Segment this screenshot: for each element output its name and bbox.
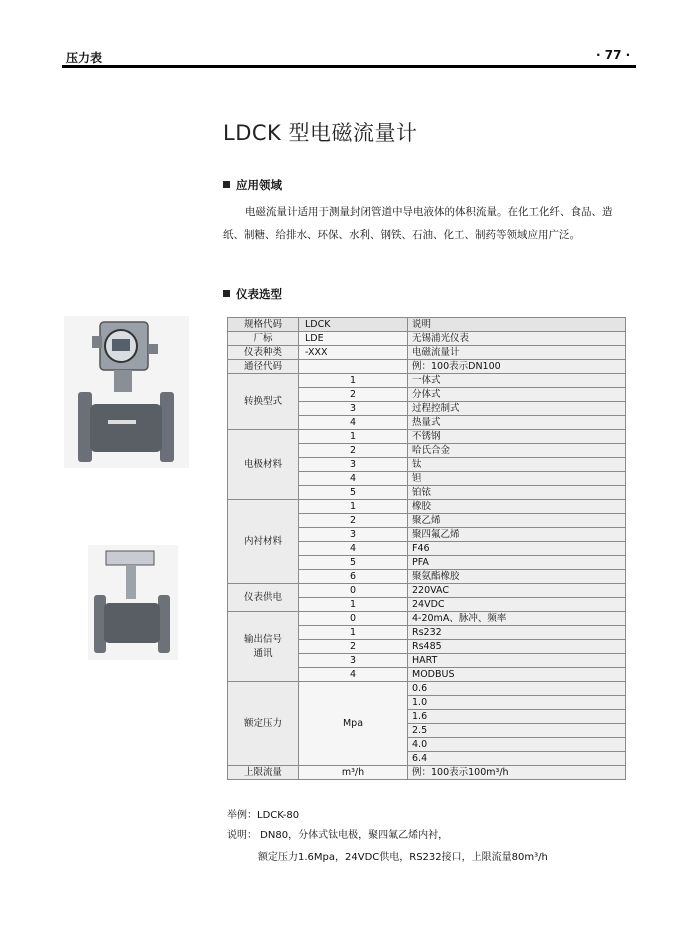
application-heading	[223, 177, 282, 193]
row-description: 无锡浦光仪表	[408, 332, 626, 346]
option-description: 钽	[408, 472, 626, 486]
flowmeter-split-photo	[88, 545, 178, 660]
option-code: 3	[299, 654, 408, 668]
option-description: 聚氨酯橡胶	[408, 570, 626, 584]
max-flow-unit: m³/h	[299, 766, 408, 780]
pressure-value: 2.5	[408, 724, 626, 738]
max-flow-description: 例：100表示100m³/h	[408, 766, 626, 780]
option-code: 1	[299, 500, 408, 514]
row-description: 说明	[408, 318, 626, 332]
pressure-value: 6.4	[408, 752, 626, 766]
table-row	[228, 584, 626, 598]
table-row	[228, 374, 626, 388]
table-row	[228, 360, 626, 374]
option-description: PFA	[408, 556, 626, 570]
option-code: 1	[299, 598, 408, 612]
pressure-value: 0.6	[408, 682, 626, 696]
option-code: 6	[299, 570, 408, 584]
group-label-part: 仪表供电	[243, 591, 282, 603]
option-code: 4	[299, 416, 408, 430]
option-code: 2	[299, 444, 408, 458]
pressure-label: 额定压力	[228, 682, 299, 766]
option-description: F46	[408, 542, 626, 556]
option-description: 热量式	[408, 416, 626, 430]
option-description: 铂铱	[408, 486, 626, 500]
application-paragraph: 电磁流量计适用于测量封闭管道中导电液体的体积流量。在化工化纤、食品、造纸、制糖、给排水、环保、水利、钢铁、石油、化工、制药等领域应用广泛。	[223, 206, 613, 241]
option-code: 3	[299, 402, 408, 416]
group-label	[228, 430, 299, 500]
row-label: 厂标	[228, 332, 299, 346]
group-label	[228, 612, 299, 682]
flowmeter-integrated-photo	[64, 316, 189, 468]
option-code: 4	[299, 472, 408, 486]
option-code: 2	[299, 514, 408, 528]
selection-heading-text: 仪表选型	[236, 287, 282, 301]
page-title: LDCK 型电磁流量计	[223, 121, 418, 145]
max-flow-label: 上限流量	[228, 766, 299, 780]
option-code: 4	[299, 668, 408, 682]
group-label-part: 输出信号	[243, 633, 282, 645]
pressure-unit: Mpa	[299, 682, 408, 766]
bullet-square-icon	[223, 181, 230, 188]
running-header-section: 压力表	[66, 51, 103, 65]
table-row	[228, 332, 626, 346]
group-label	[228, 500, 299, 584]
option-description: Rs232	[408, 626, 626, 640]
table-row	[228, 500, 626, 514]
row-code	[299, 360, 408, 374]
pressure-value: 1.0	[408, 696, 626, 710]
option-code: 0	[299, 612, 408, 626]
row-description: 例：100表示DN100	[408, 360, 626, 374]
row-label: 仪表种类	[228, 346, 299, 360]
example-code: 举例：LDCK-80	[227, 810, 300, 821]
option-description: 分体式	[408, 388, 626, 402]
option-description: 过程控制式	[408, 402, 626, 416]
example-description-line2: 额定压力1.6Mpa，24VDC供电，RS232接口，上限流量80m³/h	[258, 852, 548, 863]
group-label	[228, 584, 299, 612]
row-description: 电磁流量计	[408, 346, 626, 360]
group-label-part: 内衬材料	[243, 535, 282, 547]
row-label: 规格代码	[228, 318, 299, 332]
option-code: 0	[299, 584, 408, 598]
group-label-part: 转换型式	[243, 395, 282, 407]
example-description-line1: 说明： DN80，分体式钛电极，聚四氟乙烯内衬，	[227, 830, 449, 841]
option-description: 220VAC	[408, 584, 626, 598]
option-description: HART	[408, 654, 626, 668]
option-description: 钛	[408, 458, 626, 472]
model-selection-table	[227, 317, 626, 780]
table-row	[228, 346, 626, 360]
row-label: 通径代码	[228, 360, 299, 374]
row-code: -XXX	[299, 346, 408, 360]
selection-heading	[223, 286, 282, 302]
option-description: Rs485	[408, 640, 626, 654]
group-label-part: 通讯	[253, 647, 273, 659]
option-description: 不锈钢	[408, 430, 626, 444]
option-description: 4-20mA、脉冲、频率	[408, 612, 626, 626]
option-code: 5	[299, 486, 408, 500]
option-description: 24VDC	[408, 598, 626, 612]
option-description: MODBUS	[408, 668, 626, 682]
application-heading-text: 应用领域	[236, 178, 282, 192]
option-code: 2	[299, 640, 408, 654]
group-label-part: 电极材料	[243, 458, 282, 470]
option-code: 3	[299, 458, 408, 472]
row-code: LDCK	[299, 318, 408, 332]
option-code: 2	[299, 388, 408, 402]
option-code: 3	[299, 528, 408, 542]
bullet-square-icon	[223, 290, 230, 297]
option-code: 4	[299, 542, 408, 556]
table-row	[228, 612, 626, 626]
table-row	[228, 682, 626, 696]
option-description: 一体式	[408, 374, 626, 388]
option-description: 哈氏合金	[408, 444, 626, 458]
group-label	[228, 374, 299, 430]
option-description: 聚四氟乙烯	[408, 528, 626, 542]
option-description: 橡胶	[408, 500, 626, 514]
pressure-value: 1.6	[408, 710, 626, 724]
header-rule	[62, 65, 636, 68]
table-row	[228, 318, 626, 332]
option-code: 1	[299, 374, 408, 388]
pressure-value: 4.0	[408, 738, 626, 752]
row-code: LDE	[299, 332, 408, 346]
option-code: 1	[299, 626, 408, 640]
page-number: · 77 ·	[596, 48, 631, 62]
option-description: 聚乙烯	[408, 514, 626, 528]
table-row	[228, 766, 626, 780]
option-code: 1	[299, 430, 408, 444]
option-code: 5	[299, 556, 408, 570]
table-row	[228, 430, 626, 444]
